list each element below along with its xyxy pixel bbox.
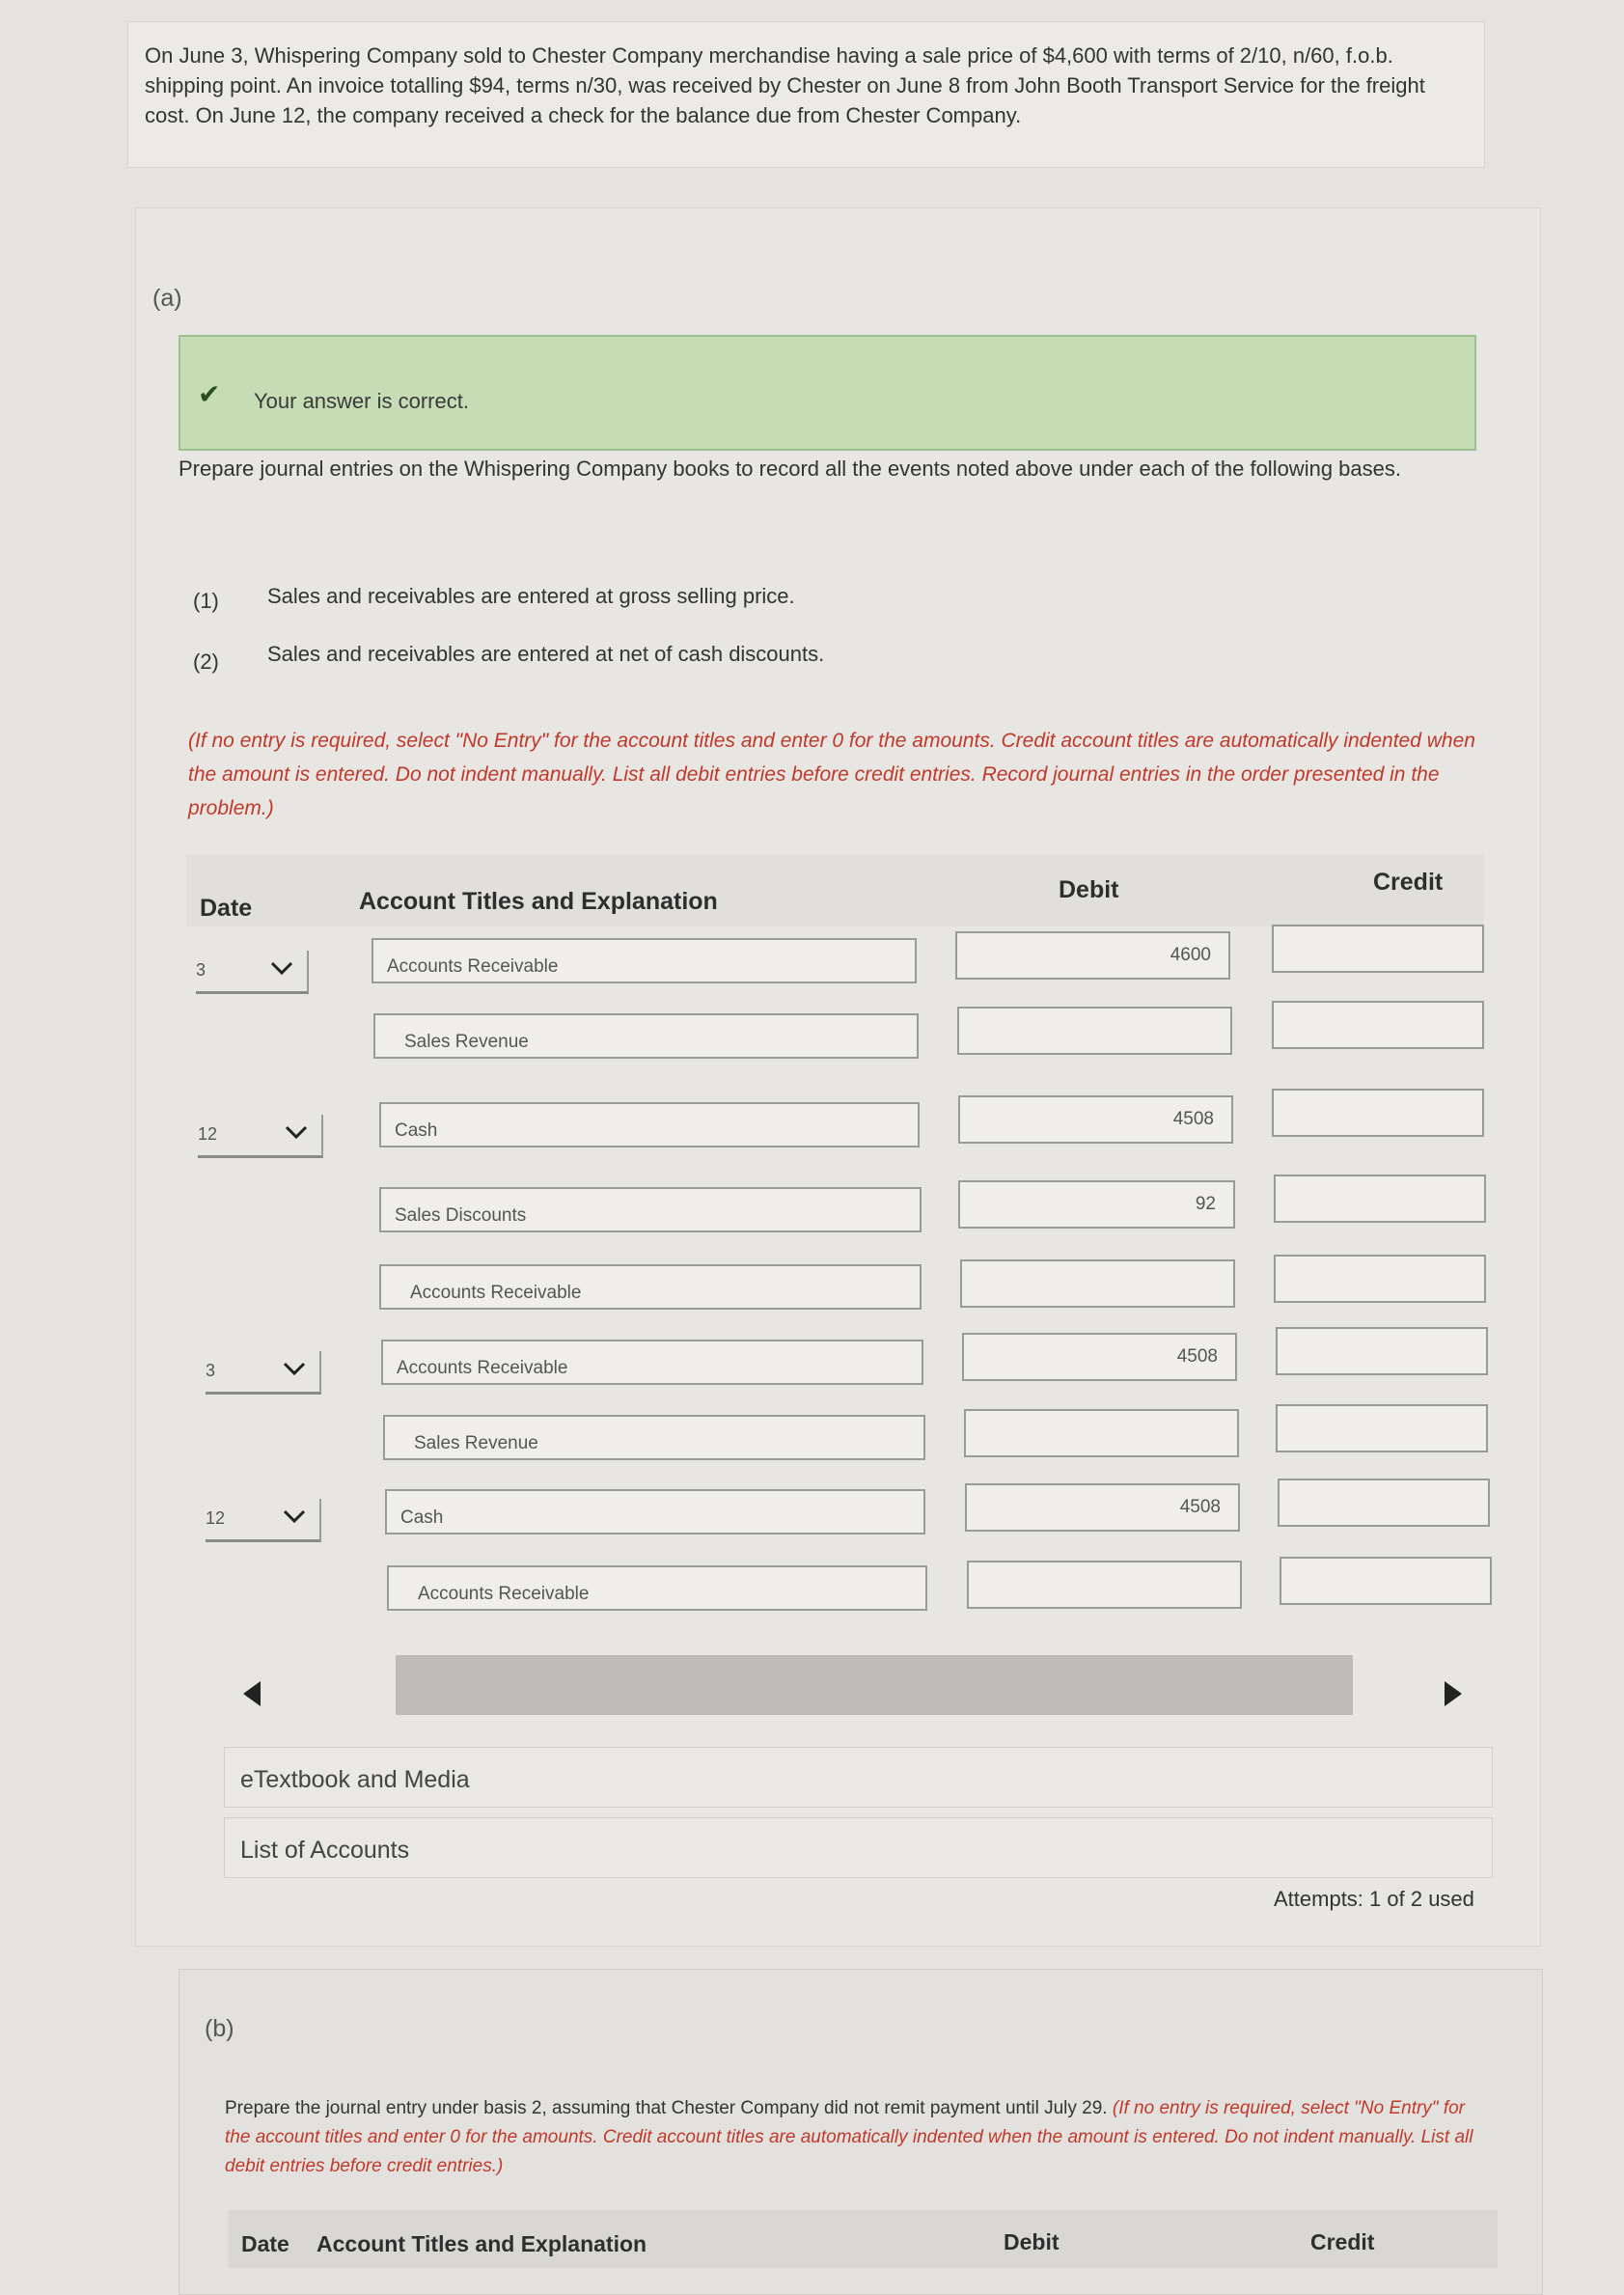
credit-field-row-9[interactable]: [1280, 1557, 1492, 1605]
check-icon: ✔: [198, 379, 221, 409]
debit-field-row-6[interactable]: 4508: [962, 1333, 1237, 1381]
debit-field-row-1[interactable]: 4600: [955, 931, 1230, 980]
credit-field-row-5[interactable]: [1274, 1255, 1486, 1303]
debit-field-row-9[interactable]: [967, 1561, 1242, 1609]
date-column-header: Date: [200, 895, 253, 922]
chevron-down-icon: [283, 1119, 310, 1146]
account-field-row-6[interactable]: Accounts Receivable: [381, 1340, 923, 1385]
basis-1-number: (1): [193, 589, 219, 613]
credit-field-row-1[interactable]: [1272, 925, 1484, 973]
debit-field-row-4[interactable]: 92: [958, 1180, 1235, 1229]
problem-text: On June 3, Whispering Company sold to Chester Company merchandise having a sale price of $4,600 with terms of 2/10, n/60, f.o.b. shipping point. An invoice totalling $94, terms n/30, was received by Chester on June 8 from John Booth Transport Service for the freight cost. On June 12, the company received a check for the balance due from Chester Company.: [145, 43, 1425, 127]
list-of-accounts-link[interactable]: List of Accounts: [224, 1817, 1493, 1878]
scroll-right-icon[interactable]: [1443, 1679, 1464, 1708]
part-b-instruction-text: Prepare the journal entry under basis 2, assuming that Chester Company did not remit payment until July 29.: [225, 2098, 1108, 2118]
credit-field-row-6[interactable]: [1276, 1327, 1488, 1375]
account-field-row-7[interactable]: Sales Revenue: [383, 1415, 925, 1460]
date-value: 3: [196, 960, 206, 980]
date-value: 3: [206, 1361, 216, 1380]
basis-2-text: Sales and receivables are entered at net of cash discounts.: [267, 642, 825, 666]
basis-2-number: (2): [193, 650, 219, 674]
credit-field-row-4[interactable]: [1274, 1175, 1486, 1223]
basis-1-text: Sales and receivables are entered at gross selling price.: [267, 584, 795, 608]
date-select-row-8[interactable]: [206, 1499, 321, 1542]
debit-field-row-7[interactable]: [964, 1409, 1239, 1457]
part-a-instructions: Prepare journal entries on the Whispering Company books to record all the events noted above under each of the following bases.: [179, 456, 1401, 481]
part-b-debit-header: Debit: [1004, 2229, 1060, 2254]
scroll-left-icon[interactable]: [241, 1679, 262, 1708]
account-field-row-4[interactable]: Sales Discounts: [379, 1187, 922, 1232]
date-value: 12: [198, 1124, 218, 1144]
horizontal-scrollbar[interactable]: [396, 1655, 1353, 1715]
part-b-date-header: Date: [241, 2231, 289, 2256]
account-field-row-9[interactable]: Accounts Receivable: [387, 1565, 927, 1611]
account-field-row-3[interactable]: Cash: [379, 1102, 920, 1148]
part-a-label: (a): [152, 285, 182, 312]
credit-column-header: Credit: [1373, 869, 1444, 896]
attempts-counter: Attempts: 1 of 2 used: [1274, 1887, 1474, 1911]
part-b-credit-header: Credit: [1310, 2229, 1375, 2254]
credit-field-row-8[interactable]: [1278, 1479, 1490, 1527]
account-field-row-8[interactable]: Cash: [385, 1489, 925, 1535]
date-value: 12: [206, 1508, 226, 1528]
credit-field-row-3[interactable]: [1272, 1089, 1484, 1137]
part-b-label: (b): [205, 2015, 234, 2042]
correct-status: Your answer is correct.: [254, 389, 469, 413]
credit-field-row-2[interactable]: [1272, 1001, 1484, 1049]
debit-field-row-8[interactable]: 4508: [965, 1483, 1240, 1532]
debit-column-header: Debit: [1059, 876, 1119, 903]
chevron-down-icon: [281, 1503, 308, 1530]
part-b-account-header: Account Titles and Explanation: [317, 2231, 647, 2256]
date-select-row-1[interactable]: [196, 951, 309, 994]
account-field-row-5[interactable]: Accounts Receivable: [379, 1264, 922, 1310]
chevron-down-icon: [281, 1355, 308, 1382]
account-field-row-1[interactable]: Accounts Receivable: [372, 938, 917, 983]
credit-field-row-7[interactable]: [1276, 1404, 1488, 1452]
part-b-note: (If no entry is required, select "No Entry" for the account titles and enter 0 for the amounts. Credit account titles are automatically indented when the amount is entered. Do not indent manually. List all debit entries before credit entries.): [225, 2098, 1473, 2176]
account-field-row-2[interactable]: Sales Revenue: [373, 1013, 919, 1059]
part-a-note: (If no entry is required, select "No Entry" for the account titles and enter 0 for the amounts. Credit account titles are automatically indented when the amount is entered. Do not indent manually. List all debit entries before credit entries. Record journal entries in the order presented in the problem.): [188, 730, 1475, 819]
date-select-row-6[interactable]: [206, 1351, 321, 1395]
chevron-down-icon: [268, 954, 295, 982]
debit-field-row-3[interactable]: 4508: [958, 1095, 1233, 1144]
date-select-row-3[interactable]: [198, 1115, 323, 1158]
debit-field-row-2[interactable]: [957, 1007, 1232, 1055]
etextbook-link[interactable]: eTextbook and Media: [224, 1747, 1493, 1808]
account-column-header: Account Titles and Explanation: [359, 888, 718, 915]
debit-field-row-5[interactable]: [960, 1259, 1235, 1308]
part-b-instructions: [225, 2094, 1479, 2181]
